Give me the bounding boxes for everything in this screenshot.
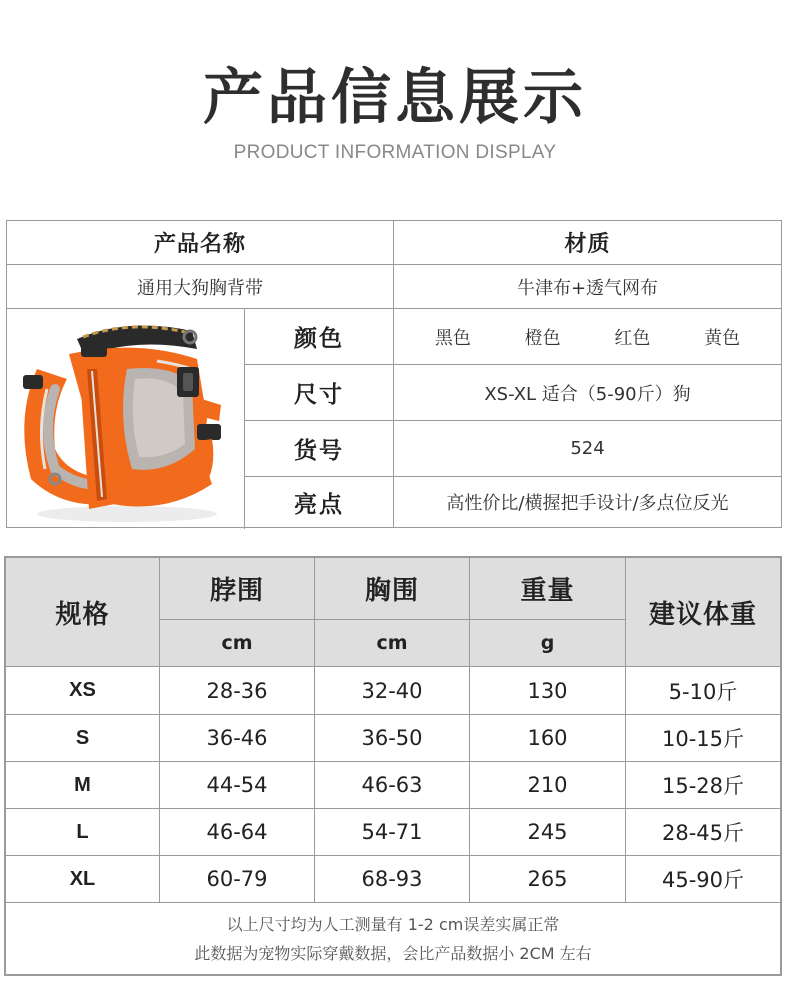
weight-cell: 210 (470, 762, 626, 809)
size-cell: S (6, 715, 160, 762)
note-line-1: 以上尺寸均为人工测量有 1-2 cm误差实属正常 (226, 914, 560, 934)
product-name-value: 通用大狗胸背带 (7, 265, 394, 309)
item-number-label: 货号 (245, 421, 394, 477)
measurement-notes (6, 903, 780, 974)
size-label: 尺寸 (245, 365, 394, 421)
material-value: 牛津布+透气网布 (394, 265, 781, 309)
size-cell: XL (6, 856, 160, 903)
neck-cell: 36-46 (160, 715, 315, 762)
body-weight-cell: 10-15斤 (626, 715, 780, 762)
page-title: 产品信息展示 (203, 63, 587, 133)
neck-cell: 46-64 (160, 809, 315, 856)
color-orange: 橙色 (524, 327, 561, 349)
neck-cell: 28-36 (160, 667, 315, 715)
highlights-value: 高性价比/横握把手设计/多点位反光 (446, 493, 729, 514)
neck-cell: 60-79 (160, 856, 315, 903)
size-value: XS-XL 适合（5-90斤）狗 (394, 365, 781, 421)
chest-cell: 54-71 (315, 809, 470, 856)
body-weight-cell: 5-10斤 (626, 667, 780, 715)
size-cell: M (6, 762, 160, 809)
size-header: 规格 (6, 558, 160, 667)
size-cell: XS (6, 667, 160, 715)
body-weight-cell: 45-90斤 (626, 856, 780, 903)
chest-unit: cm (315, 620, 470, 667)
weight-unit: g (470, 620, 626, 667)
material-header: 材质 (394, 221, 781, 265)
neck-cell: 44-54 (160, 762, 315, 809)
color-options (394, 309, 781, 365)
chest-cell: 68-93 (315, 856, 470, 903)
weight-header: 重量 (470, 558, 626, 620)
body-weight-header: 建议体重 (626, 558, 780, 667)
product-info-table (6, 220, 782, 528)
chest-cell: 36-50 (315, 715, 470, 762)
chest-cell: 46-63 (315, 762, 470, 809)
chest-header: 胸围 (315, 558, 470, 620)
color-yellow: 黄色 (704, 327, 741, 349)
weight-cell: 245 (470, 809, 626, 856)
orange-dog-harness-icon (7, 309, 245, 529)
chest-cell: 32-40 (315, 667, 470, 715)
item-number-value: 524 (394, 421, 781, 477)
weight-cell: 160 (470, 715, 626, 762)
color-red: 红色 (614, 327, 651, 349)
color-black: 黑色 (434, 327, 471, 349)
product-name-header: 产品名称 (7, 221, 394, 265)
neck-unit: cm (160, 620, 315, 667)
note-line-2: 此数据为宠物实际穿戴数据，会比产品数据小 2CM 左右 (194, 943, 592, 963)
color-label: 颜色 (245, 309, 394, 365)
size-chart-table (4, 556, 782, 976)
weight-cell: 265 (470, 856, 626, 903)
page-subtitle: PRODUCT INFORMATION DISPLAY (233, 142, 557, 163)
body-weight-cell: 28-45斤 (626, 809, 780, 856)
weight-cell: 130 (470, 667, 626, 715)
neck-header: 脖围 (160, 558, 315, 620)
body-weight-cell: 15-28斤 (626, 762, 780, 809)
size-cell: L (6, 809, 160, 856)
highlights-label: 亮点 (245, 477, 394, 527)
dog-harness-image (7, 309, 245, 529)
